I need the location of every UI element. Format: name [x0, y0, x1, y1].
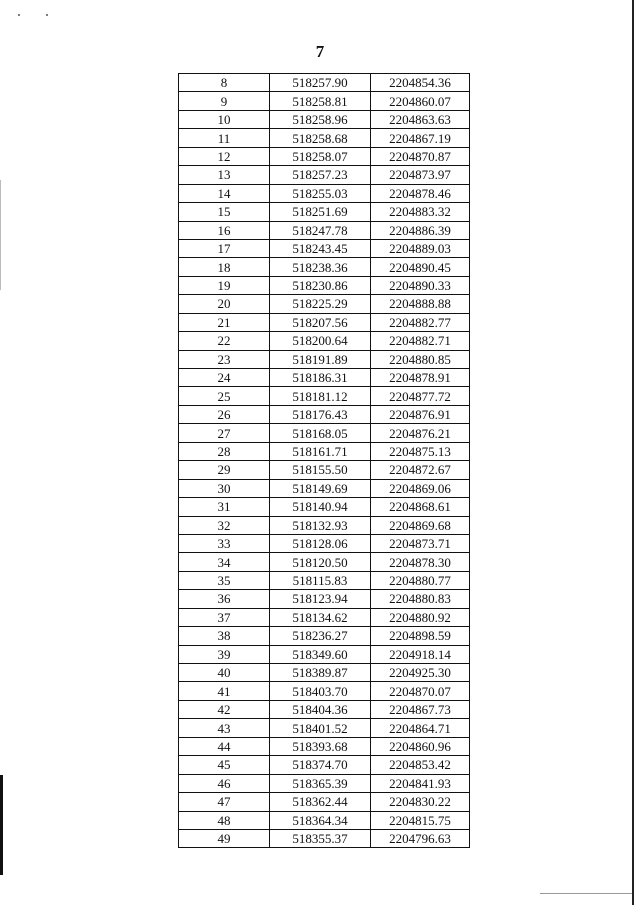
point-number-cell: 16: [179, 221, 270, 239]
point-number-cell: 28: [179, 442, 270, 460]
x-coordinate-cell: 518128.06: [270, 534, 371, 552]
point-number-cell: 9: [179, 92, 270, 110]
table-row: [179, 110, 470, 128]
y-coordinate-cell: 2204890.45: [371, 258, 470, 276]
table-row: [179, 664, 470, 682]
table-row: [179, 829, 470, 847]
table-row: [179, 258, 470, 276]
point-number-cell: 32: [179, 516, 270, 534]
y-coordinate-cell: 2204898.59: [371, 627, 470, 645]
table-row: [179, 608, 470, 626]
table-row: [179, 811, 470, 829]
y-coordinate-cell: 2204918.14: [371, 645, 470, 663]
x-coordinate-cell: 518225.29: [270, 295, 371, 313]
x-coordinate-cell: 518120.50: [270, 553, 371, 571]
x-coordinate-cell: 518374.70: [270, 756, 371, 774]
table-row: [179, 479, 470, 497]
point-number-cell: 39: [179, 645, 270, 663]
table-row: [179, 295, 470, 313]
page-number: 7: [315, 42, 325, 61]
point-number-cell: 22: [179, 332, 270, 350]
x-coordinate-cell: 518247.78: [270, 221, 371, 239]
table-row: [179, 571, 470, 589]
point-number-cell: 11: [179, 129, 270, 147]
table-row: [179, 239, 470, 257]
point-number-cell: 31: [179, 498, 270, 516]
point-number-cell: 33: [179, 534, 270, 552]
point-number-cell: 34: [179, 553, 270, 571]
point-number-cell: 41: [179, 682, 270, 700]
point-number-cell: 26: [179, 405, 270, 423]
y-coordinate-cell: 2204873.71: [371, 534, 470, 552]
table-row: [179, 276, 470, 294]
y-coordinate-cell: 2204860.07: [371, 92, 470, 110]
y-coordinate-cell: 2204869.06: [371, 479, 470, 497]
footer-rule: [540, 893, 632, 894]
y-coordinate-cell: 2204873.97: [371, 166, 470, 184]
table-row: [179, 645, 470, 663]
point-number-cell: 10: [179, 110, 270, 128]
point-number-cell: 44: [179, 737, 270, 755]
table-row: [179, 424, 470, 442]
x-coordinate-cell: 518123.94: [270, 590, 371, 608]
point-number-cell: 21: [179, 313, 270, 331]
x-coordinate-cell: 518207.56: [270, 313, 371, 331]
point-number-cell: 19: [179, 276, 270, 294]
y-coordinate-cell: 2204890.33: [371, 276, 470, 294]
x-coordinate-cell: 518181.12: [270, 387, 371, 405]
y-coordinate-cell: 2204876.91: [371, 405, 470, 423]
point-number-cell: 29: [179, 461, 270, 479]
x-coordinate-cell: 518258.81: [270, 92, 371, 110]
x-coordinate-cell: 518176.43: [270, 405, 371, 423]
table-row: [179, 590, 470, 608]
y-coordinate-cell: 2204877.72: [371, 387, 470, 405]
point-number-cell: 23: [179, 350, 270, 368]
y-coordinate-cell: 2204863.63: [371, 110, 470, 128]
point-number-cell: 24: [179, 369, 270, 387]
x-coordinate-cell: 518230.86: [270, 276, 371, 294]
table-row: [179, 203, 470, 221]
x-coordinate-cell: 518132.93: [270, 516, 371, 534]
x-coordinate-cell: 518401.52: [270, 719, 371, 737]
y-coordinate-cell: 2204875.13: [371, 442, 470, 460]
point-number-cell: 36: [179, 590, 270, 608]
point-number-cell: 47: [179, 793, 270, 811]
y-coordinate-cell: 2204796.63: [371, 829, 470, 847]
table-row: [179, 700, 470, 718]
table-row: [179, 405, 470, 423]
table-row: [179, 332, 470, 350]
point-number-cell: 20: [179, 295, 270, 313]
y-coordinate-cell: 2204880.92: [371, 608, 470, 626]
table-row: [179, 793, 470, 811]
x-coordinate-cell: 518257.23: [270, 166, 371, 184]
table-row: [179, 147, 470, 165]
point-number-cell: 13: [179, 166, 270, 184]
point-number-cell: 42: [179, 700, 270, 718]
y-coordinate-cell: 2204888.88: [371, 295, 470, 313]
table-row: [179, 498, 470, 516]
x-coordinate-cell: 518393.68: [270, 737, 371, 755]
y-coordinate-cell: 2204883.32: [371, 203, 470, 221]
point-number-cell: 30: [179, 479, 270, 497]
x-coordinate-cell: 518155.50: [270, 461, 371, 479]
table-row: [179, 387, 470, 405]
x-coordinate-cell: 518355.37: [270, 829, 371, 847]
x-coordinate-cell: 518404.36: [270, 700, 371, 718]
y-coordinate-cell: 2204880.83: [371, 590, 470, 608]
scan-speck: [18, 14, 20, 16]
point-number-cell: 40: [179, 664, 270, 682]
table-row: [179, 737, 470, 755]
point-number-cell: 8: [179, 74, 270, 92]
table-row: [179, 92, 470, 110]
point-number-cell: 12: [179, 147, 270, 165]
table-row: [179, 627, 470, 645]
point-number-cell: 43: [179, 719, 270, 737]
point-number-cell: 17: [179, 239, 270, 257]
y-coordinate-cell: 2204878.46: [371, 184, 470, 202]
x-coordinate-cell: 518255.03: [270, 184, 371, 202]
x-coordinate-cell: 518258.07: [270, 147, 371, 165]
point-number-cell: 35: [179, 571, 270, 589]
coordinates-table: [178, 73, 470, 848]
x-coordinate-cell: 518257.90: [270, 74, 371, 92]
point-number-cell: 49: [179, 829, 270, 847]
x-coordinate-cell: 518191.89: [270, 350, 371, 368]
table-row: [179, 313, 470, 331]
x-coordinate-cell: 518149.69: [270, 479, 371, 497]
x-coordinate-cell: 518251.69: [270, 203, 371, 221]
point-number-cell: 18: [179, 258, 270, 276]
x-coordinate-cell: 518365.39: [270, 774, 371, 792]
y-coordinate-cell: 2204872.67: [371, 461, 470, 479]
x-coordinate-cell: 518362.44: [270, 793, 371, 811]
point-number-cell: 38: [179, 627, 270, 645]
table-row: [179, 184, 470, 202]
x-coordinate-cell: 518186.31: [270, 369, 371, 387]
y-coordinate-cell: 2204880.77: [371, 571, 470, 589]
table-row: [179, 442, 470, 460]
table-row: [179, 129, 470, 147]
y-coordinate-cell: 2204882.77: [371, 313, 470, 331]
y-coordinate-cell: 2204870.07: [371, 682, 470, 700]
y-coordinate-cell: 2204853.42: [371, 756, 470, 774]
table-row: [179, 682, 470, 700]
table-row: [179, 166, 470, 184]
x-coordinate-cell: 518168.05: [270, 424, 371, 442]
x-coordinate-cell: 518403.70: [270, 682, 371, 700]
x-coordinate-cell: 518258.68: [270, 129, 371, 147]
y-coordinate-cell: 2204878.91: [371, 369, 470, 387]
coordinates-table-body: [179, 74, 470, 848]
x-coordinate-cell: 518243.45: [270, 239, 371, 257]
x-coordinate-cell: 518258.96: [270, 110, 371, 128]
x-coordinate-cell: 518115.83: [270, 571, 371, 589]
table-row: [179, 553, 470, 571]
y-coordinate-cell: 2204889.03: [371, 239, 470, 257]
y-coordinate-cell: 2204841.93: [371, 774, 470, 792]
table-row: [179, 516, 470, 534]
y-coordinate-cell: 2204864.71: [371, 719, 470, 737]
y-coordinate-cell: 2204830.22: [371, 793, 470, 811]
point-number-cell: 37: [179, 608, 270, 626]
point-number-cell: 14: [179, 184, 270, 202]
point-number-cell: 25: [179, 387, 270, 405]
scan-edge-right: [632, 0, 634, 905]
y-coordinate-cell: 2204868.61: [371, 498, 470, 516]
table-row: [179, 774, 470, 792]
x-coordinate-cell: 518236.27: [270, 627, 371, 645]
point-number-cell: 48: [179, 811, 270, 829]
table-row: [179, 461, 470, 479]
point-number-cell: 27: [179, 424, 270, 442]
table-row: [179, 534, 470, 552]
y-coordinate-cell: 2204925.30: [371, 664, 470, 682]
x-coordinate-cell: 518364.34: [270, 811, 371, 829]
y-coordinate-cell: 2204869.68: [371, 516, 470, 534]
x-coordinate-cell: 518349.60: [270, 645, 371, 663]
y-coordinate-cell: 2204815.75: [371, 811, 470, 829]
y-coordinate-cell: 2204878.30: [371, 553, 470, 571]
x-coordinate-cell: 518200.64: [270, 332, 371, 350]
y-coordinate-cell: 2204860.96: [371, 737, 470, 755]
table-row: [179, 350, 470, 368]
y-coordinate-cell: 2204867.19: [371, 129, 470, 147]
x-coordinate-cell: 518161.71: [270, 442, 371, 460]
scan-edge-left: [0, 775, 3, 875]
table-row: [179, 719, 470, 737]
y-coordinate-cell: 2204867.73: [371, 700, 470, 718]
y-coordinate-cell: 2204870.87: [371, 147, 470, 165]
point-number-cell: 15: [179, 203, 270, 221]
scan-speck: [46, 14, 48, 16]
y-coordinate-cell: 2204882.71: [371, 332, 470, 350]
table-row: [179, 369, 470, 387]
scan-edge-left-thin: [0, 180, 1, 290]
x-coordinate-cell: 518238.36: [270, 258, 371, 276]
y-coordinate-cell: 2204880.85: [371, 350, 470, 368]
table-row: [179, 221, 470, 239]
table-row: [179, 74, 470, 92]
y-coordinate-cell: 2204876.21: [371, 424, 470, 442]
y-coordinate-cell: 2204854.36: [371, 74, 470, 92]
y-coordinate-cell: 2204886.39: [371, 221, 470, 239]
x-coordinate-cell: 518134.62: [270, 608, 371, 626]
table-row: [179, 756, 470, 774]
x-coordinate-cell: 518389.87: [270, 664, 371, 682]
x-coordinate-cell: 518140.94: [270, 498, 371, 516]
point-number-cell: 45: [179, 756, 270, 774]
point-number-cell: 46: [179, 774, 270, 792]
